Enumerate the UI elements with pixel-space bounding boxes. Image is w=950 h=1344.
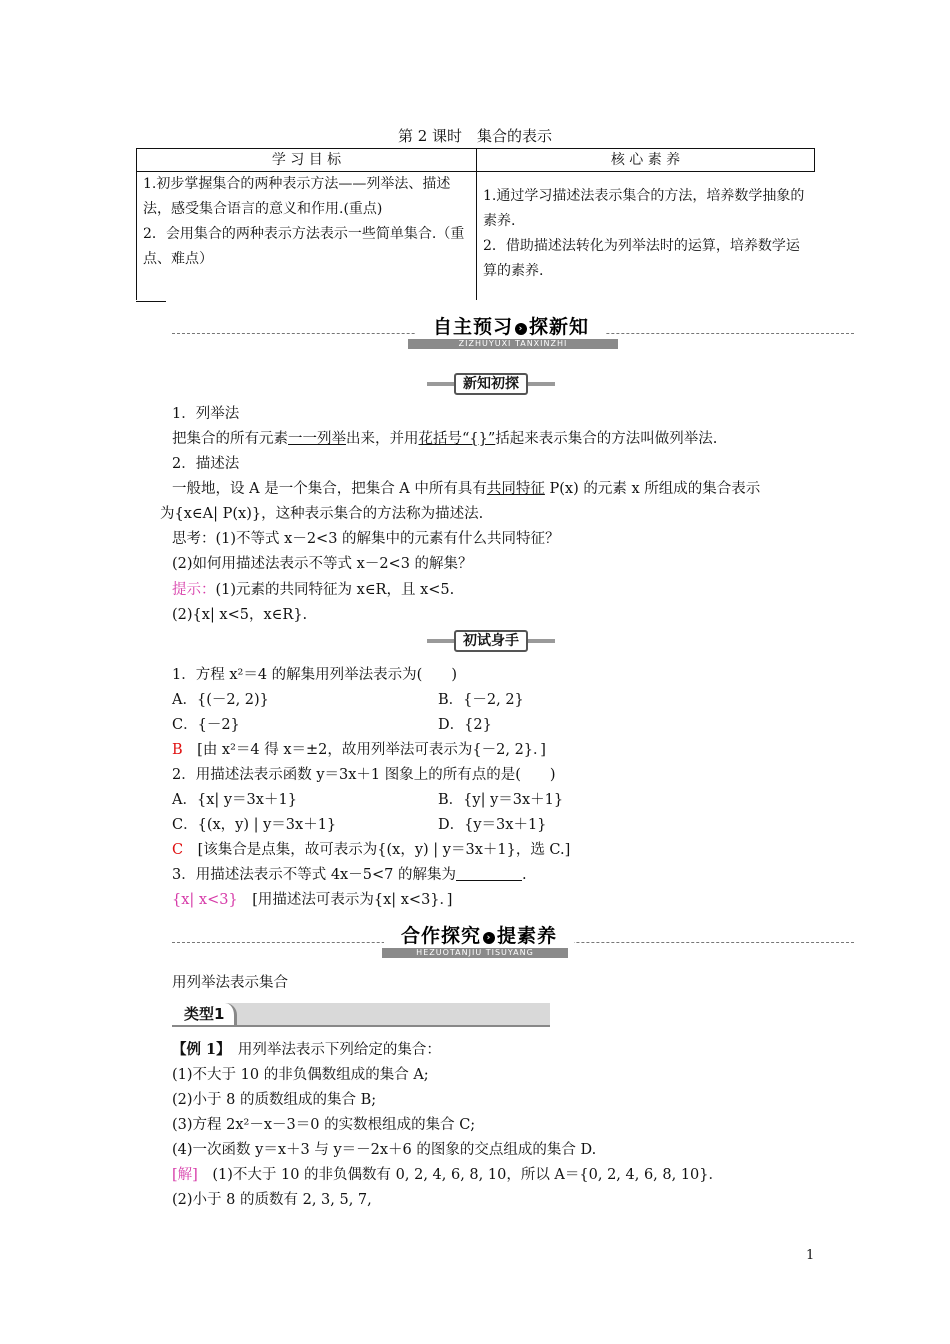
section-heading: 用列举法表示集合 [172, 975, 288, 991]
answer-3: {x| x<3} [用描述法可表示为{x| x<3}．] [172, 892, 453, 908]
section-banner-explore [172, 925, 854, 961]
learning-goals: 1.初步掌握集合的两种表示方法——列举法、描述法，感受集合语言的意义和作用.(重点) 2．会用集合的两种表示方法表示一些简单集合.（重点、难点） [143, 176, 465, 267]
answer-2: C [该集合是点集，故可表示为{(x，y) | y＝3x＋1}，选 C.] [172, 842, 571, 858]
objectives-table [136, 148, 815, 300]
banner-subtitle: HEZUOTANJIU TISUYANG [382, 948, 568, 958]
example-stem: 【例 1】 用列举法表示下列给定的集合： [172, 1041, 441, 1058]
core-literacy: 1.通过学习描述法表示集合的方法，培养数学抽象的素养. 2．借助描述法转化为列举法时的运算，培养数学运算的素养. [483, 188, 805, 279]
q1-option-a: A．{(－2, 2)} [172, 692, 269, 708]
answer-blank[interactable] [456, 868, 522, 881]
q2-option-b: B．{y| y＝3x＋1} [438, 792, 564, 808]
think-question-2: (2)如何用描述法表示不等式 x－2<3 的解集？ [172, 556, 473, 572]
enumeration-definition: 把集合的所有元素一一列举出来，并用花括号“{}”括起来表示集合的方法叫做列举法. [172, 431, 718, 447]
question-2: 2．用描述法表示函数 y＝3x＋1 图象上的所有点的是( ) [172, 767, 556, 783]
q1-option-b: B．{－2, 2} [438, 692, 524, 708]
lesson-title: 第 2 课时 集合的表示 [397, 127, 553, 145]
heading-description: 2．描述法 [172, 456, 240, 472]
q2-option-a: A．{x| y＝3x＋1} [172, 792, 297, 808]
arrow-icon: › [483, 932, 495, 944]
example-item-1: (1)不大于 10 的非负偶数组成的集合 A; [172, 1067, 429, 1083]
tag-first-try: 初试身手 [427, 630, 555, 650]
objectives-header-right: 核 心 素 养 [477, 149, 815, 172]
q2-option-d: D．{y＝3x＋1} [438, 817, 547, 833]
page-number: 1 [806, 1248, 815, 1263]
tag-new-knowledge: 新知初探 [427, 373, 555, 393]
arrow-icon: › [515, 323, 527, 335]
solution-2: (2)小于 8 的质数有 2, 3, 5, 7, [172, 1192, 372, 1208]
description-definition: 一般地，设 A 是一个集合，把集合 A 中所有具有共同特征 P(x) 的元素 x 所组成的集合表示 [172, 481, 761, 497]
banner-title-left: 合作探究 [400, 925, 481, 947]
question-1: 1．方程 x²＝4 的解集用列举法表示为( ) [172, 667, 457, 683]
question-3: 3．用描述法表示不等式 4x－5<7 的解集为 . [172, 867, 527, 883]
banner-title-right: 探新知 [529, 316, 590, 338]
answer-1: B [由 x²＝4 得 x＝±2，故用列举法可表示为{－2, 2}．] [172, 742, 546, 758]
banner-subtitle: ZIZHUYUXI TANXINZHI [408, 339, 618, 349]
hint-1: 提示：(1)元素的共同特征为 x∈R，且 x<5. [172, 582, 455, 598]
think-question-1: 思考：(1)不等式 x－2<3 的解集中的元素有什么共同特征？ [172, 531, 560, 547]
q1-option-c: C．{－2} [172, 717, 240, 733]
solution-1: [解] (1)不大于 10 的非负偶数有 0, 2, 4, 6, 8, 10，所以 A＝{0, 2, 4, 6, 8, 10}． [172, 1167, 724, 1183]
heading-enumeration: 1．列举法 [172, 406, 240, 422]
section-banner-preview [172, 316, 854, 352]
objectives-header-left: 学 习 目 标 [137, 149, 477, 172]
q2-option-c: C．{(x，y) | y＝3x＋1} [172, 817, 337, 833]
example-item-2: (2)小于 8 的质数组成的集合 B; [172, 1092, 377, 1108]
type-label-bar [172, 1003, 550, 1027]
banner-title-left: 自主预习 [432, 316, 513, 338]
description-definition-cont: 为{x∈A| P(x)}，这种表示集合的方法称为描述法. [160, 506, 484, 522]
example-item-4: (4)一次函数 y＝x＋3 与 y＝－2x＋6 的图象的交点组成的集合 D. [172, 1142, 597, 1158]
example-item-3: (3)方程 2x²－x－3＝0 的实数根组成的集合 C; [172, 1117, 476, 1133]
hint-2: (2){x| x<5，x∈R}. [172, 607, 308, 623]
type-label: 类型1 [172, 1003, 237, 1025]
banner-title-right: 提素养 [497, 925, 558, 947]
q1-option-d: D．{2} [438, 717, 492, 733]
